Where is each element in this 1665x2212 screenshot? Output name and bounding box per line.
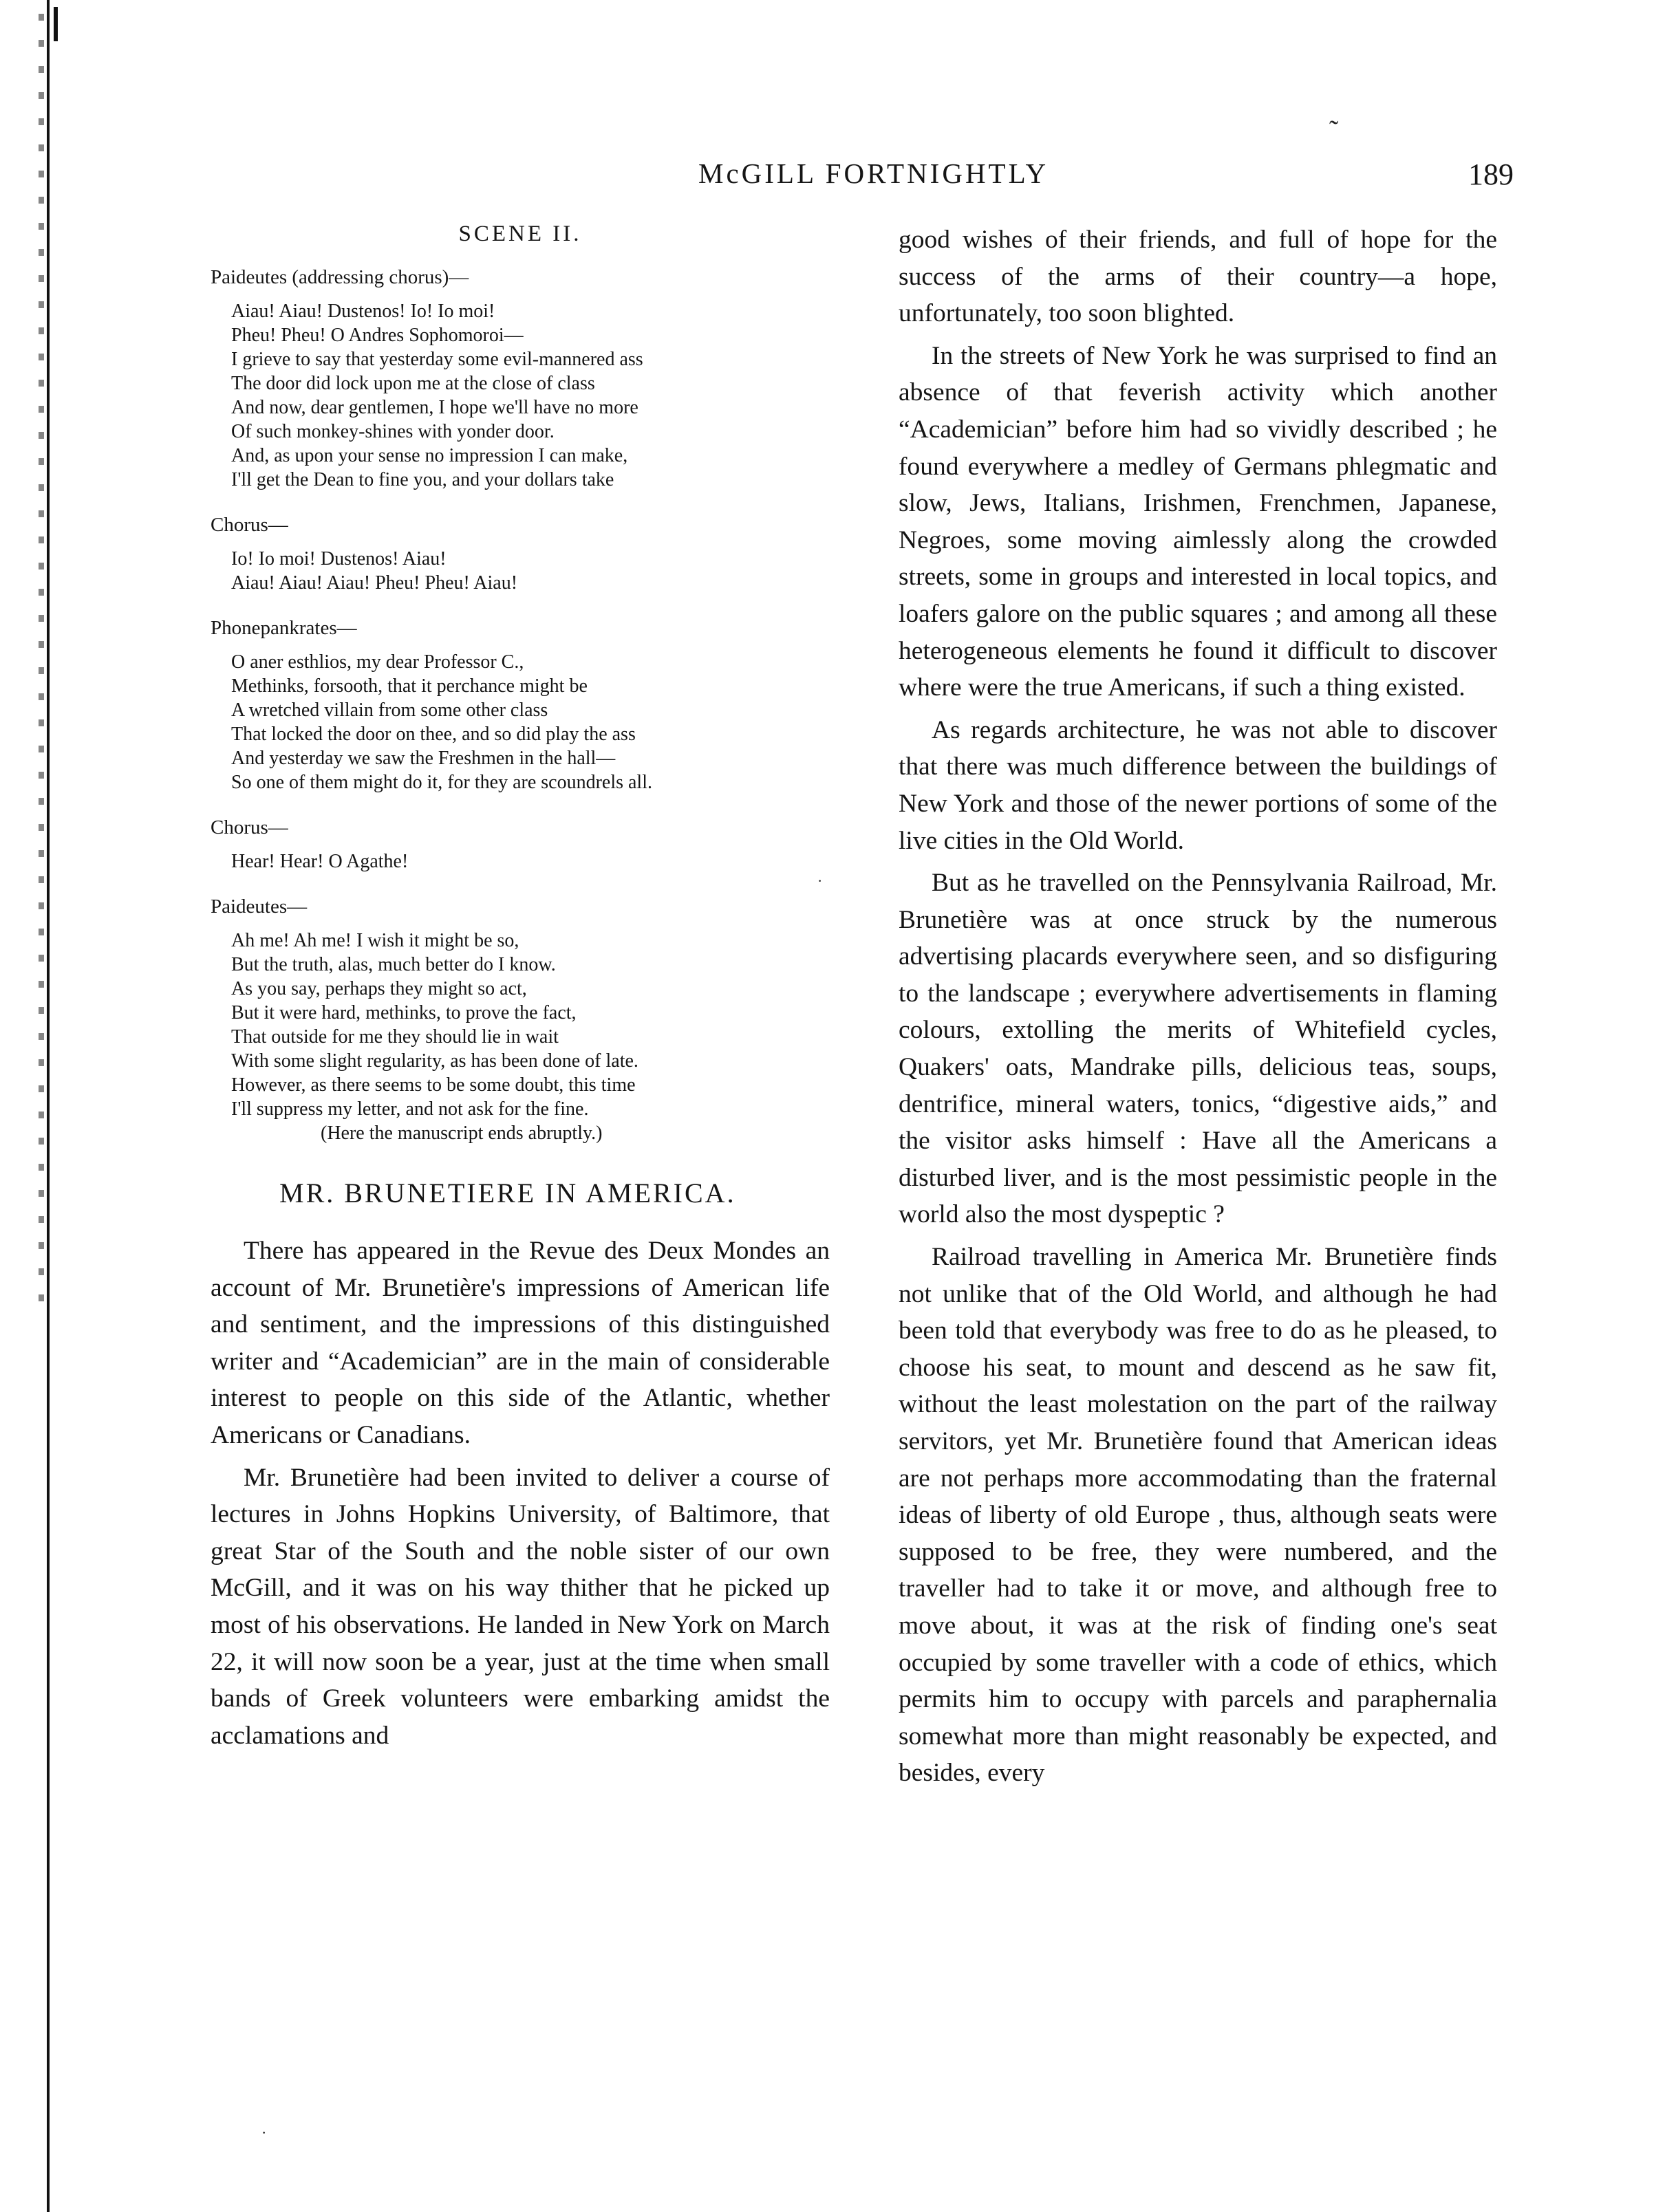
- speaker-name: Phonepankrates—: [211, 617, 357, 639]
- page-number: 189: [1468, 158, 1514, 191]
- speech: [211, 815, 830, 874]
- article-paragraph: In the streets of New York he was surprised to find an absence of that feverish activity which another “Academician” before him had so vividly described ; he found everywhere a medley of Germans phlegmatic and slow, Jews, Italians, Irishmen, Frenchmen, Japanese, Negroes, some moving aimlessly along the crowded streets, some in groups and interested in local topics, and loafers galore on the public squares ; and among all these heterogeneous elements he found it difficult to discover where were the true Americans, if such a thing existed.: [899, 341, 1497, 702]
- verse-line: Io! Io moi! Dustenos! Aiau!: [231, 548, 447, 570]
- speech: [211, 616, 830, 794]
- verse-line: Methinks, forsooth, that it perchance might be: [231, 675, 588, 697]
- speech: [211, 512, 830, 595]
- verse-lines: [231, 849, 830, 874]
- binding-edge: [47, 0, 50, 2212]
- verse-line: Aiau! Aiau! Dustenos! Io! Io moi!: [231, 301, 495, 322]
- scan-speck: ˷: [1329, 94, 1339, 125]
- verse-line: And now, dear gentlemen, I hope we'll have no more: [231, 397, 638, 418]
- speaker-name: Chorus—: [211, 514, 288, 536]
- verse-line: Aiau! Aiau! Aiau! Pheu! Pheu! Aiau!: [231, 572, 518, 594]
- running-title: McGILL FORTNIGHTLY: [698, 158, 1049, 189]
- verse-lines: [231, 547, 830, 595]
- speech: [211, 894, 830, 1145]
- scene-title: SCENE II.: [458, 221, 582, 246]
- right-column: [899, 221, 1497, 1792]
- article-paragraph: Mr. Brunetière had been invited to deliver a course of lectures in Johns Hopkins University, of Baltimore, that great Star of the South and the noble sister of our own McGill, and it was on his way thither that he picked up most of his observations. He landed in New York on March 22, it will now soon be a year, just at the time when small bands of Greek volunteers were embarking amidst the acclamations and: [211, 1463, 830, 1750]
- scan-speck: ·: [261, 2124, 267, 2141]
- verse-line: So one of them might do it, for they are scoundrels all.: [231, 772, 652, 793]
- verse-line: But it were hard, methinks, to prove the fact,: [231, 1002, 577, 1023]
- verse-line: That locked the door on thee, and so did play the ass: [231, 724, 636, 745]
- verse-line: Of such monkey-shines with yonder door.: [231, 421, 555, 442]
- verse-line: The door did lock upon me at the close of class: [231, 373, 595, 394]
- verse-line: But the truth, alas, much better do I know.: [231, 954, 556, 975]
- verse-line: I grieve to say that yesterday some evil-mannered ass: [231, 349, 643, 370]
- verse-line: I'll suppress my letter, and not ask for the fine.: [231, 1098, 589, 1120]
- scan-speck: ·: [817, 872, 823, 889]
- verse-line: That outside for me they should lie in wait: [231, 1026, 559, 1048]
- speaker-name: Paideutes (addressing chorus)—: [211, 266, 469, 288]
- article-paragraph: But as he travelled on the Pennsylvania Railroad, Mr. Brunetière was at once struck by the numerous advertising placards everywhere seen, and so disfiguring to the landscape ; everywhere advertisements in flaming colours, extolling the merits of Whitefield cycles, Quakers' oats, Mandrake pills, delicious teas, soups, dentrifice, mineral waters, tonics, “digestive aids,” and the visitor asks himself : Have all the Americans a disturbed liver, and is the most pessimistic people in the world also the most dyspeptic ?: [899, 869, 1497, 1229]
- binding-marks: [39, 14, 44, 1321]
- article-paragraph-continued: good wishes of their friends, and full of hope for the success of the arms of their country—a hope, unfortunately, too soon blighted.: [899, 226, 1497, 328]
- verse-line: However, as there seems to be some doubt, this time: [231, 1074, 636, 1096]
- article-paragraph: Railroad travelling in America Mr. Brunetière finds not unlike that of the Old World, and although he had been told that everybody was free to do as he pleased, to choose his seat, to mount and descend as he saw fit, without the least molestation on the part of the railway servitors, yet Mr. Brunetière found that American ideas are not perhaps more accommodating than the fraternal ideas of liberty of old Europe , thus, although seats were supposed to be free, they were numbered, and the traveller had to take it or move, and although free to move about, it was at the risk of finding one's seat occupied by some traveller with a code of ethics, which permits him to occupy with parcels and paraphernalia somewhat more than might reasonably be expected, and besides, every: [899, 1243, 1497, 1788]
- speaker-name: Chorus—: [211, 816, 288, 838]
- verse-lines: [231, 299, 830, 492]
- speech: [211, 265, 830, 492]
- verse-line: I'll get the Dean to fine you, and your dollars take: [231, 469, 614, 490]
- verse-lines: [231, 650, 830, 794]
- page-header: [206, 157, 1514, 198]
- article-paragraph: As regards architecture, he was not able to discover that there was much difference between the buildings of New York and those of the newer portions of some of the live cities in the Old World.: [899, 715, 1497, 855]
- verse-line: And, as upon your sense no impression I can make,: [231, 445, 628, 466]
- speaker-name: Paideutes—: [211, 896, 308, 918]
- verse-line: Ah me! Ah me! I wish it might be so,: [231, 930, 519, 951]
- article-title: MR. BRUNETIERE IN AMERICA.: [279, 1178, 736, 1208]
- verse-line: With some slight regularity, as has been done of late.: [231, 1050, 638, 1072]
- left-column: [211, 221, 830, 1754]
- article-paragraph: There has appeared in the Revue des Deux Mondes an account of Mr. Brunetière's impressions of American life and sentiment, and the impressions of this distinguished writer and “Academician” are in the main of considerable interest to people on this side of the Atlantic, whether Americans or Canadians.: [211, 1237, 830, 1449]
- stage-direction: (Here the manuscript ends abruptly.): [321, 1123, 603, 1144]
- verse-line: Hear! Hear! O Agathe!: [231, 851, 409, 872]
- verse-line: As you say, perhaps they might so act,: [231, 978, 527, 999]
- verse-line: Pheu! Pheu! O Andres Sophomoroi—: [231, 325, 524, 346]
- verse-line: And yesterday we saw the Freshmen in the hall—: [231, 748, 616, 769]
- binding-edge-top: [54, 7, 58, 41]
- verse-line: A wretched villain from some other class: [231, 700, 548, 721]
- verse-line: O aner esthlios, my dear Professor C.,: [231, 651, 524, 673]
- verse-lines: [231, 929, 830, 1121]
